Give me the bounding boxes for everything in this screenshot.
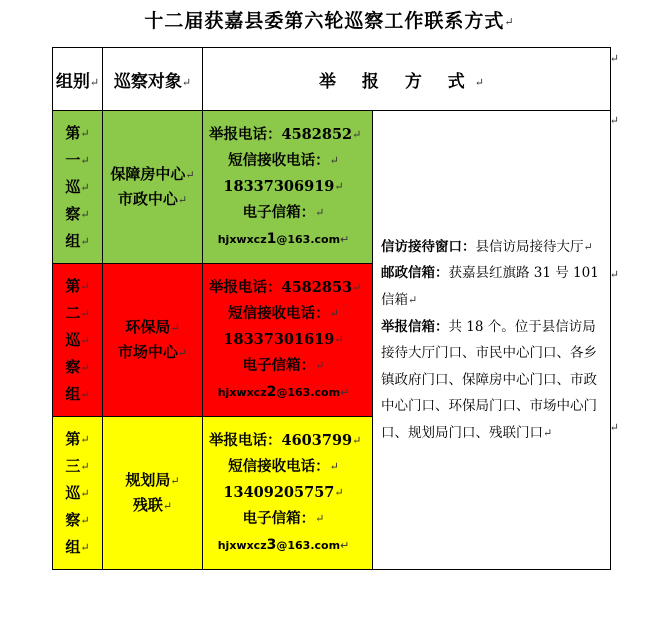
sms-label: 短信接收电话：↵ [228,304,339,322]
group-name-2: 第↵ 二↵ 巡↵ 察↵ 组↵ [53,264,103,417]
group-target-2: 环保局↵ 市场中心↵ [103,264,203,417]
visit-window: 信访接待窗口：县信访局接待大厅↵ [381,238,593,255]
phone-line: 举报电话：4582852↵ [209,125,362,143]
post-box: 邮政信箱：获嘉县红旗路 31 号 101 信箱↵ [381,265,599,308]
report-box: 举报信箱：共 18 个。位于县信访局接待大厅门口、市民中心门口、各乡镇政府门口、保障房中心门口、市政中心门口、环保局门口、市场中心门口、规划局门口、残联门口↵ [381,318,597,441]
email-address[interactable]: hjxwxcz2@163.com↵ [217,383,350,400]
group-contact-3 [203,417,373,570]
group-contact-1 [203,111,373,264]
group-name-3: 第↵ 三↵ 巡↵ 察↵ 组↵ [53,417,103,570]
header-target: 巡察对象↵ [103,48,203,111]
group-contact-2 [203,264,373,417]
group-name-1: 第↵ 一↵ 巡↵ 察↵ 组↵ [53,111,103,264]
sms-number: 18337301619↵ [223,330,344,348]
group-row-1 [53,111,611,264]
cell-end-mark: ↵ [609,52,619,65]
sms-label: 短信接收电话：↵ [228,151,339,169]
header-method: 举 报 方 式↵ [203,48,611,111]
phone-line: 举报电话：4603799↵ [209,431,362,449]
header-group: 组别↵ [53,48,103,111]
sms-number: 18337306919↵ [223,177,344,195]
header-row [53,48,611,111]
email-label: 电子信箱：↵ [242,509,325,527]
email-address[interactable]: hjxwxcz3@163.com↵ [217,536,350,553]
email-label: 电子信箱：↵ [242,356,325,374]
cell-end-mark: ↵ [609,268,619,281]
document-title [0,6,659,33]
group-target-3: 规划局↵ 残联↵ [103,417,203,570]
email-label: 电子信箱：↵ [242,203,325,221]
title-text: 十二届获嘉县委第六轮巡察工作联系方式 [144,10,505,32]
shared-contact-info [373,111,611,570]
sms-label: 短信接收电话：↵ [228,457,339,475]
group-target-1: 保障房中心↵ 市政中心↵ [103,111,203,264]
phone-line: 举报电话：4582853↵ [209,278,362,296]
email-address[interactable]: hjxwxcz1@163.com↵ [217,230,350,247]
contact-table [52,47,611,570]
cell-end-mark: ↵ [609,114,619,127]
paragraph-mark: ↵ [504,15,515,29]
cell-end-mark: ↵ [609,421,619,434]
sms-number: 13409205757↵ [223,483,344,501]
